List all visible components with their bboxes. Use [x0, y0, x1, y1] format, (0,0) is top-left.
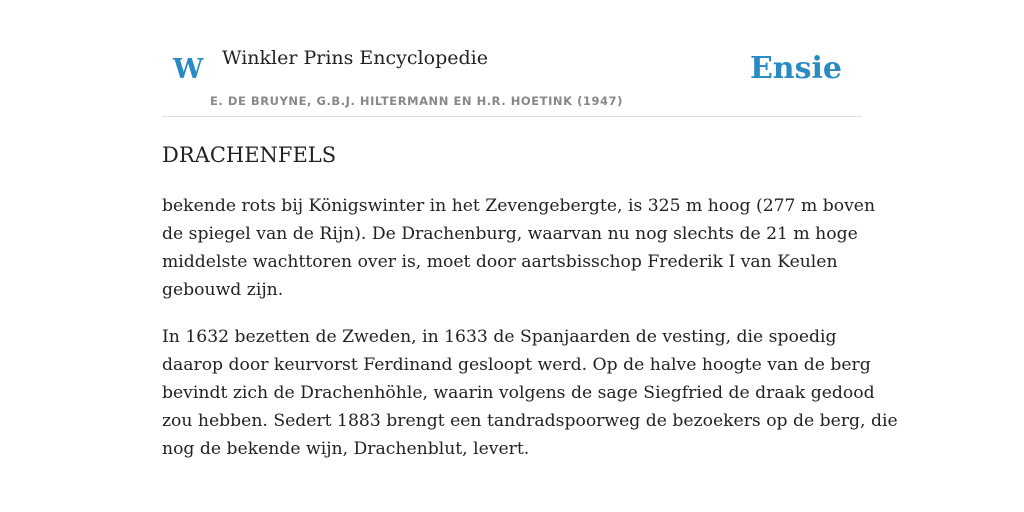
entry-title: DRACHENFELS: [162, 143, 337, 167]
entry-paragraph: [162, 323, 898, 463]
source-title-link[interactable]: Winkler Prins Encyclopedie: [222, 47, 488, 69]
paragraph-line: bevindt zich de Drachenhöhle, waarin volgens de sage Siegfried de draak gedood: [162, 383, 875, 403]
paragraph-line: daarop door keurvorst Ferdinand gesloopt werd. Op de halve hoogte van de berg: [162, 355, 871, 375]
paragraph-line: In 1632 bezetten de Zweden, in 1633 de Spanjaarden de vesting, die spoedig: [162, 327, 837, 347]
paragraph-line: bekende rots bij Königswinter in het Zevengebergte, is 325 m hoog (277 m boven: [162, 196, 876, 216]
entry-paragraph: [162, 192, 876, 304]
paragraph-line: zou hebben. Sedert 1883 brengt een tandradspoorweg de bezoekers op de berg, die: [162, 411, 898, 431]
paragraph-line: de spiegel van de Rijn). De Drachenburg, waarvan nu nog slechts de 21 m hoge: [162, 224, 858, 244]
paragraph-line: nog de bekende wijn, Drachenblut, levert.: [162, 439, 530, 459]
entry-body: [162, 192, 898, 482]
paragraph-line: gebouwd zijn.: [162, 280, 284, 300]
source-authors: E. DE BRUYNE, G.B.J. HILTERMANN EN H.R. HOETINK (1947): [210, 94, 623, 108]
source-header: [162, 0, 862, 117]
ensie-brand-link[interactable]: Ensie: [749, 51, 842, 86]
paragraph-line: middelste wachttoren over is, moet door aartsbisschop Frederik I van Keulen: [162, 252, 838, 272]
winkler-prins-logo[interactable]: W: [173, 54, 204, 85]
